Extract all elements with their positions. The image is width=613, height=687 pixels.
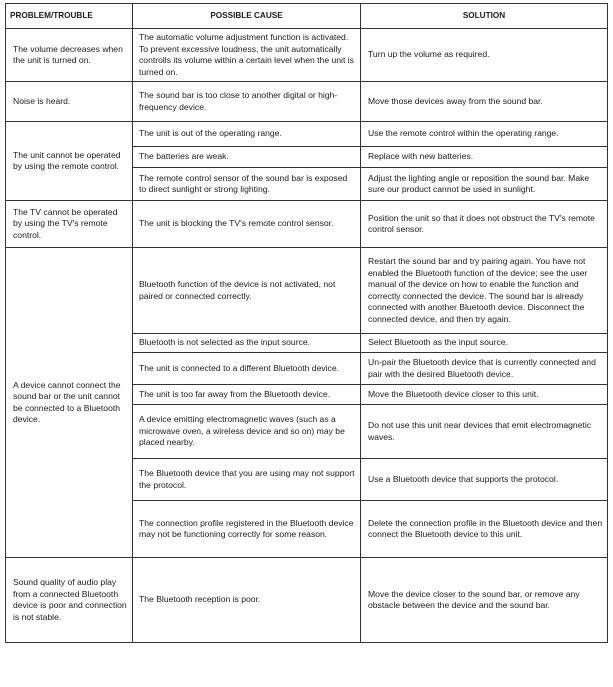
cause-cell: The unit is connected to a different Bluetooth device. xyxy=(133,353,361,385)
solution-cell: Turn up the volume as required. xyxy=(361,29,608,82)
problem-cell: The unit cannot be operated by using the remote control. xyxy=(6,122,133,201)
cause-cell: The remote control sensor of the sound bar is exposed to direct sunlight or strong lighting. xyxy=(133,168,361,201)
cause-cell: The connection profile registered in the Bluetooth device may not be functioning correctly for some reason. xyxy=(133,501,361,558)
cause-cell: Bluetooth function of the device is not activated, not paired or connected correctly. xyxy=(133,248,361,334)
cause-cell: The batteries are weak. xyxy=(133,147,361,168)
troubleshooting-table xyxy=(5,3,608,643)
cause-cell: The automatic volume adjustment function is activated. To prevent excessive loudness, the unit automatically controlls its volume within a certain level when the unit is turned on. xyxy=(133,29,361,82)
problem-cell: Sound quality of audio play from a connected Bluetooth device is poor and connection is not stable. xyxy=(6,558,133,643)
solution-cell: Use a Bluetooth device that supports the protocol. xyxy=(361,459,608,501)
header-solution: SOLUTION xyxy=(361,4,608,29)
header-row xyxy=(6,4,608,29)
table-row xyxy=(6,82,608,122)
solution-cell: Restart the sound bar and try pairing again. You have not enabled the Bluetooth function of the device; see the user manual of the device on how to enable the function and correctly connected the device. The sound bar is already connected with another Bluetooth device. Disconnect the connected device, and then try again. xyxy=(361,248,608,334)
table-row xyxy=(6,29,608,82)
cause-cell: A device emitting electromagnetic waves (such as a microwave oven, a wireless device and so on) may be placed nearby. xyxy=(133,405,361,459)
solution-cell: Move the device closer to the sound bar, or remove any obstacle between the device and the sound bar. xyxy=(361,558,608,643)
cause-cell: The unit is blocking the TV's remote control sensor. xyxy=(133,201,361,248)
solution-cell: Move those devices away from the sound bar. xyxy=(361,82,608,122)
table-row xyxy=(6,201,608,248)
solution-cell: Replace with new batteries. xyxy=(361,147,608,168)
solution-cell: Move the Bluetooth device closer to this unit. xyxy=(361,385,608,405)
problem-cell: The TV cannot be operated by using the TV's remote control. xyxy=(6,201,133,248)
table-row xyxy=(6,558,608,643)
cause-cell: Bluetooth is not selected as the input source. xyxy=(133,334,361,353)
solution-cell: Select Bluetooth as the input source. xyxy=(361,334,608,353)
problem-cell: A device cannot connect the sound bar or the unit cannot be connected to a Bluetooth device. xyxy=(6,248,133,558)
solution-cell: Position the unit so that it does not obstruct the TV's remote control sensor. xyxy=(361,201,608,248)
troubleshooting-sheet xyxy=(5,3,607,683)
cause-cell: The Bluetooth device that you are using may not support the protocol. xyxy=(133,459,361,501)
solution-cell: Delete the connection profile in the Bluetooth device and then connect the Bluetooth device to this unit. xyxy=(361,501,608,558)
table-row xyxy=(6,122,608,147)
solution-cell: Adjust the lighting angle or reposition the sound bar. Make sure our product cannot be used in sunlight. xyxy=(361,168,608,201)
cause-cell: The unit is too far away from the Bluetooth device. xyxy=(133,385,361,405)
solution-cell: Un-pair the Bluetooth device that is currently connected and pair with the desired Bluetooth device. xyxy=(361,353,608,385)
problem-cell: The volume decreases when the unit is turned on. xyxy=(6,29,133,82)
cause-cell: The sound bar is too close to another digital or high-frequency device. xyxy=(133,82,361,122)
solution-cell: Do not use this unit near devices that emit electromagnetic waves. xyxy=(361,405,608,459)
header-problem: PROBLEM/TROUBLE xyxy=(6,4,133,29)
table-row xyxy=(6,248,608,334)
solution-cell: Use the remote control within the operating range. xyxy=(361,122,608,147)
problem-cell: Noise is heard. xyxy=(6,82,133,122)
cause-cell: The Bluetooth reception is poor. xyxy=(133,558,361,643)
header-cause: POSSIBLE CAUSE xyxy=(133,4,361,29)
cause-cell: The unit is out of the operating range. xyxy=(133,122,361,147)
